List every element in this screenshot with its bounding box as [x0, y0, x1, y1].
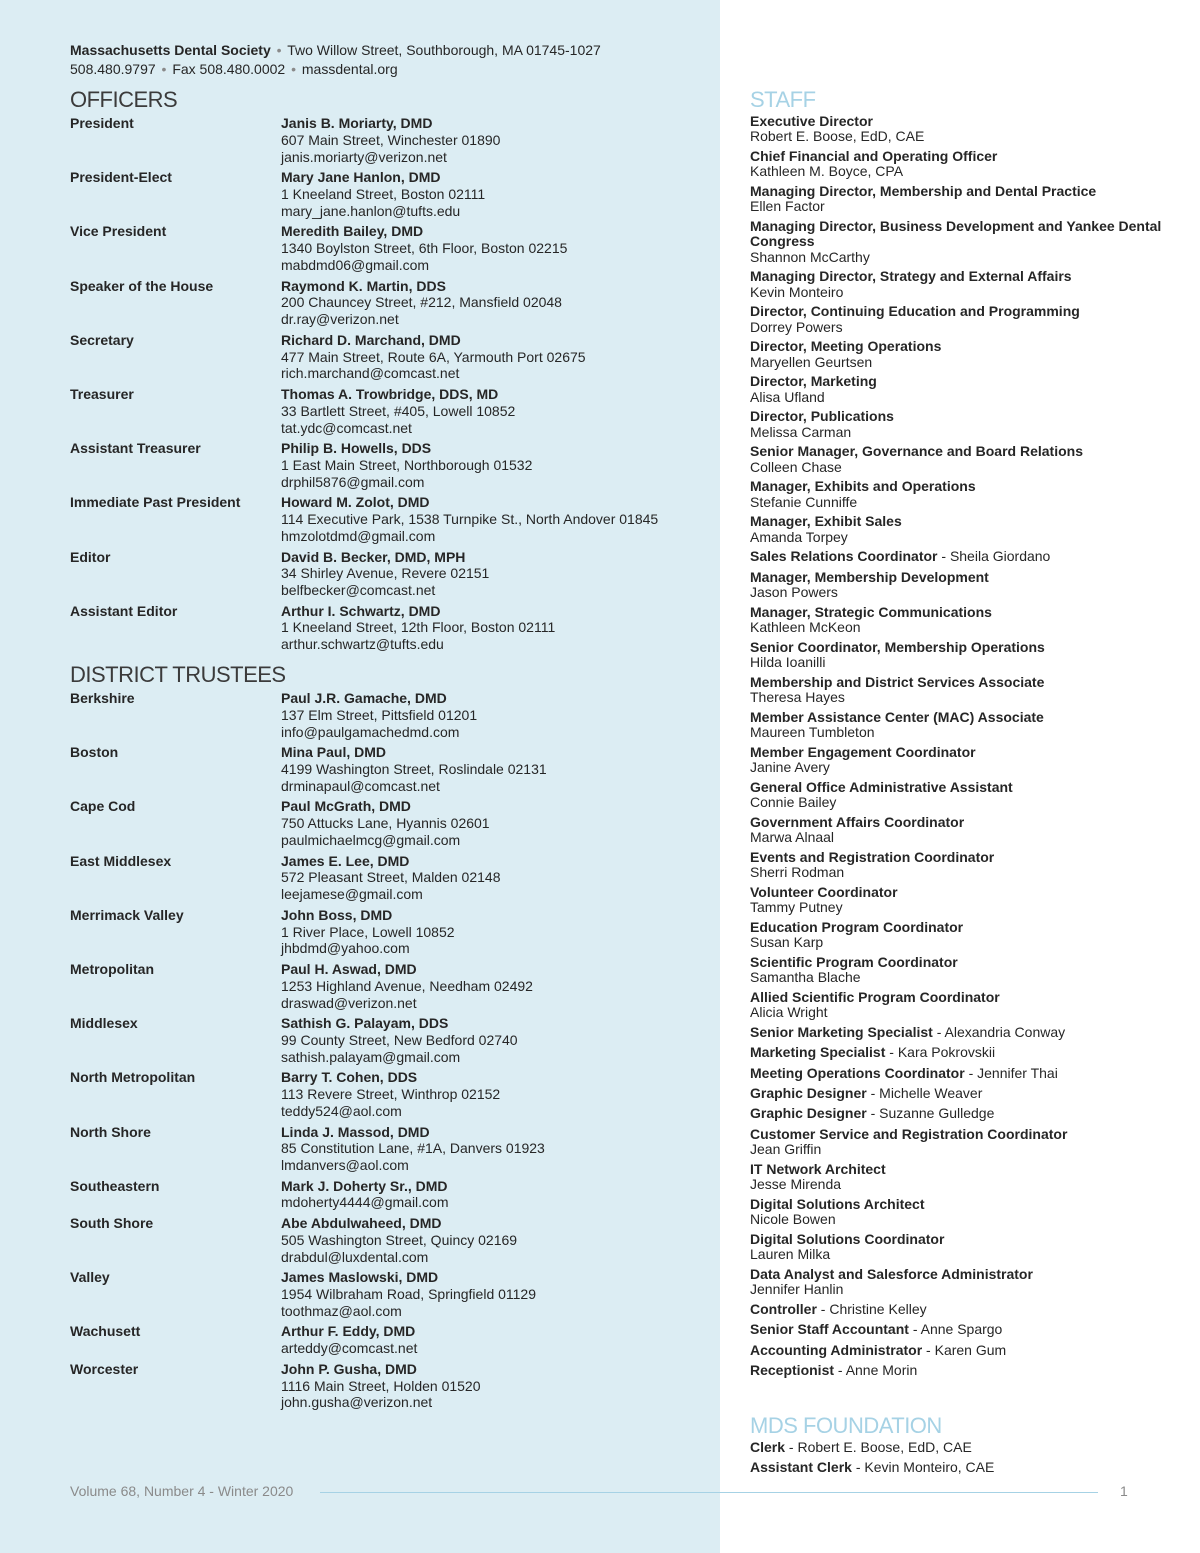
staff-person: Alexandria Conway [944, 1023, 1066, 1040]
staff-person: Jean Griffin [750, 1141, 822, 1158]
entry-role: Wachusett [70, 1323, 141, 1340]
staff-title: Manager, Exhibit Sales [750, 513, 902, 530]
staff-entry [750, 304, 1170, 335]
entry-email: drminapaul@comcast.net [281, 777, 440, 794]
directory-entry [70, 690, 710, 740]
directory-entry [70, 853, 710, 903]
entry-email: janis.moriarty@verizon.net [281, 148, 447, 165]
staff-entry: Graphic Designer - Michelle Weaver [750, 1085, 983, 1102]
entry-email: teddy524@aol.com [281, 1102, 402, 1119]
entry-name: Thomas A. Trowbridge, DDS, MD [281, 385, 499, 402]
staff-title: Director, Marketing [750, 373, 877, 390]
entry-name: Raymond K. Martin, DDS [281, 277, 446, 294]
staff-title: Sales Relations Coordinator [750, 548, 938, 565]
entry-name: Sathish G. Palayam, DDS [281, 1015, 449, 1032]
staff-entry [750, 219, 1170, 265]
entry-email: tat.ydc@comcast.net [281, 419, 412, 436]
staff-entry [750, 885, 1170, 916]
entry-name: Mark J. Doherty Sr., DMD [281, 1177, 448, 1194]
staff-entry [750, 710, 1170, 741]
staff-title: Member Engagement Coordinator [750, 743, 976, 760]
staff-entry: Meeting Operations Coordinator - Jennifer Thai [750, 1064, 1058, 1081]
staff-title: Education Program Coordinator [750, 918, 964, 935]
directory-entry [70, 907, 710, 957]
staff-entry: Senior Marketing Specialist - Alexandria Conway [750, 1023, 1066, 1040]
masthead-line-1 [70, 41, 710, 60]
staff-person: Stefanie Cunniffe [750, 493, 858, 510]
staff-entry: Receptionist - Anne Morin [750, 1362, 918, 1379]
entry-name: Paul H. Aswad, DMD [281, 960, 417, 977]
staff-person: Tammy Putney [750, 899, 843, 916]
entry-role: Middlesex [70, 1015, 138, 1032]
entry-info [281, 278, 710, 328]
staff-title: Senior Marketing Specialist [750, 1023, 933, 1040]
staff-person: Sherri Rodman [750, 864, 845, 881]
staff-person: Robert E. Boose, EdD, CAE [797, 1439, 972, 1455]
staff-title: Manager, Exhibits and Operations [750, 478, 976, 495]
org-name: Massachusetts Dental Society [70, 42, 271, 58]
org-phone: 508.480.9797 [70, 61, 156, 77]
page-number: 1 [1120, 1483, 1128, 1499]
entry-address: 1253 Highland Avenue, Needham 02492 [281, 977, 533, 994]
staff-title: Data Analyst and Salesforce Administrator [750, 1265, 1033, 1282]
staff-title: Clerk [750, 1439, 786, 1455]
staff-title: Graphic Designer [750, 1105, 867, 1122]
entry-info [281, 1069, 710, 1119]
entry-address: 200 Chauncey Street, #212, Mansfield 02048 [281, 294, 562, 311]
separator-dot: • [161, 61, 167, 77]
staff-title: Director, Continuing Education and Programming [750, 303, 1080, 320]
directory-entry [70, 1215, 710, 1265]
entry-email: drabdul@luxdental.com [281, 1248, 429, 1265]
staff-title: Meeting Operations Coordinator [750, 1064, 965, 1081]
staff-person: Karen Gum [934, 1341, 1007, 1358]
staff-person: Amanda Torpey [750, 528, 848, 545]
staff-entry [750, 780, 1170, 811]
staff-entry [750, 920, 1170, 951]
entry-role: Immediate Past President [70, 494, 241, 511]
officers-list [70, 115, 710, 657]
directory-entry [70, 1015, 710, 1065]
entry-role: South Shore [70, 1215, 154, 1232]
staff-person: Nicole Bowen [750, 1211, 836, 1228]
entry-info [281, 440, 710, 490]
entry-role: Valley [70, 1269, 110, 1286]
entry-address: 1 Kneeland Street, Boston 02111 [281, 185, 486, 202]
entry-address: 750 Attucks Lane, Hyannis 02601 [281, 815, 490, 832]
staff-entry [750, 184, 1170, 215]
entry-address: 1 River Place, Lowell 10852 [281, 923, 455, 940]
staff-title: Government Affairs Coordinator [750, 813, 965, 830]
entry-info [281, 907, 710, 957]
staff-title: Manager, Strategic Communications [750, 603, 992, 620]
entry-address: 505 Washington Street, Quincy 02169 [281, 1231, 518, 1248]
entry-email: hmzolotdmd@gmail.com [281, 527, 436, 544]
directory-entry [70, 332, 710, 382]
entry-info [281, 603, 710, 653]
staff-title: Digital Solutions Coordinator [750, 1230, 945, 1247]
entry-role: Assistant Editor [70, 602, 178, 619]
entry-role: Berkshire [70, 690, 135, 706]
entry-role: Merrimack Valley [70, 906, 184, 923]
entry-email: jhbdmd@yahoo.com [281, 940, 410, 957]
masthead-line-2 [70, 60, 710, 79]
foundation-list [750, 1440, 1170, 1481]
entry-info [281, 386, 710, 436]
entry-name: John Boss, DMD [281, 906, 393, 923]
entry-role: North Shore [70, 1123, 151, 1140]
directory-entry [70, 549, 710, 599]
entry-name: James Maslowski, DMD [281, 1269, 439, 1286]
staff-person: Michelle Weaver [879, 1085, 983, 1102]
entry-role: Boston [70, 744, 119, 761]
directory-entry [70, 278, 710, 328]
staff-title: Scientific Program Coordinator [750, 953, 958, 970]
staff-title: General Office Administrative Assistant [750, 778, 1013, 795]
entry-role: Assistant Treasurer [70, 440, 201, 457]
entry-role: Treasurer [70, 385, 134, 402]
entry-address: 572 Pleasant Street, Malden 02148 [281, 869, 501, 886]
staff-entry [750, 1127, 1170, 1158]
entry-name: Mina Paul, DMD [281, 744, 387, 761]
entry-name: Arthur F. Eddy, DMD [281, 1323, 416, 1340]
staff-entry: Controller - Christine Kelley [750, 1300, 927, 1317]
entry-role: Editor [70, 548, 111, 565]
staff-person: Anne Spargo [920, 1321, 1003, 1338]
staff-person: Sheila Giordano [949, 548, 1051, 565]
staff-entry: Graphic Designer - Suzanne Gulledge [750, 1105, 995, 1122]
footer-divider [320, 1492, 1098, 1493]
staff-entry [750, 640, 1170, 671]
trustees-list [70, 690, 710, 1415]
staff-title: Events and Registration Coordinator [750, 848, 995, 865]
entry-name: Linda J. Massod, DMD [281, 1123, 430, 1140]
directory-entry [70, 961, 710, 1011]
directory-entry [70, 1269, 710, 1319]
directory-entry [70, 440, 710, 490]
directory-entry [70, 1124, 710, 1174]
staff-person: Dorrey Powers [750, 318, 843, 335]
staff-person: Ellen Factor [750, 198, 825, 215]
entry-name: Paul J.R. Gamache, DMD [281, 690, 447, 706]
org-website: massdental.org [301, 61, 398, 77]
entry-address: 1 East Main Street, Northborough 01532 [281, 456, 533, 473]
staff-person: Kathleen M. Boyce, CPA [750, 163, 904, 180]
staff-entry [750, 850, 1170, 881]
issue-volume: Volume 68, Number 4 - Winter 2020 [70, 1483, 294, 1499]
entry-role: Cape Cod [70, 798, 136, 815]
staff-entry: Senior Staff Accountant - Anne Spargo [750, 1321, 1003, 1338]
entry-address: 1116 Main Street, Holden 01520 [281, 1377, 481, 1394]
entry-name: Barry T. Cohen, DDS [281, 1069, 418, 1086]
staff-person: Shannon McCarthy [750, 248, 870, 265]
directory-entry [70, 223, 710, 273]
entry-name: Abe Abdulwaheed, DMD [281, 1215, 442, 1232]
staff-entry [750, 514, 1170, 545]
officers-heading: OFFICERS [70, 87, 178, 112]
staff-person: Hilda Ioanilli [750, 654, 826, 671]
entry-info [281, 332, 710, 382]
trustees-heading: DISTRICT TRUSTEES [70, 662, 286, 687]
entry-info [281, 1323, 710, 1357]
staff-title: Graphic Designer [750, 1085, 867, 1102]
staff-title: Senior Staff Accountant [750, 1321, 909, 1338]
staff-entry [750, 149, 1170, 180]
entry-email: drphil5876@gmail.com [281, 473, 425, 490]
staff-title: Director, Meeting Operations [750, 338, 942, 355]
entry-role: Speaker of the House [70, 277, 214, 294]
entry-info [281, 549, 710, 599]
entry-address: 1954 Wilbraham Road, Springfield 01129 [281, 1286, 537, 1303]
entry-role: President [70, 115, 134, 131]
staff-entry [750, 1197, 1170, 1228]
staff-entry [750, 1232, 1170, 1263]
directory-entry [70, 1323, 710, 1357]
staff-person: Kevin Monteiro, CAE [864, 1459, 995, 1476]
staff-title: Assistant Clerk [750, 1459, 852, 1476]
directory-entry [70, 798, 710, 848]
entry-name: James E. Lee, DMD [281, 852, 410, 869]
staff-title: Digital Solutions Architect [750, 1195, 925, 1212]
entry-address: 137 Elm Street, Pittsfield 01201 [281, 706, 478, 723]
staff-entry [750, 570, 1170, 601]
staff-person: Jason Powers [750, 584, 838, 601]
entry-name: Paul McGrath, DMD [281, 798, 411, 815]
entry-info [281, 853, 710, 903]
directory-entry [70, 169, 710, 219]
entry-name: Meredith Bailey, DMD [281, 223, 424, 240]
directory-entry [70, 1361, 710, 1411]
staff-entry [750, 815, 1170, 846]
entry-email: paulmichaelmcg@gmail.com [281, 831, 461, 848]
entry-email: mary_jane.hanlon@tufts.edu [281, 202, 461, 219]
staff-title: Director, Publications [750, 408, 894, 425]
staff-heading: STAFF [750, 87, 816, 112]
staff-title: Member Assistance Center (MAC) Associate [750, 708, 1044, 725]
staff-entry [750, 675, 1170, 706]
entry-email: draswad@verizon.net [281, 994, 417, 1011]
staff-title: Marketing Specialist [750, 1044, 886, 1061]
entry-info [281, 223, 710, 273]
staff-person: Kevin Monteiro [750, 283, 844, 300]
staff-person: Lauren Milka [750, 1246, 831, 1263]
entry-info [281, 1361, 710, 1411]
staff-title: Membership and District Services Associate [750, 673, 1045, 690]
staff-title: Managing Director, Business Development and Yankee Dental Congress [750, 218, 1162, 250]
org-fax: Fax 508.480.0002 [172, 61, 286, 77]
staff-person: Jennifer Hanlin [750, 1281, 844, 1298]
staff-title: Managing Director, Membership and Dental Practice [750, 183, 1097, 199]
staff-title: Customer Service and Registration Coordinator [750, 1125, 1068, 1142]
org-address: Two Willow Street, Southborough, MA 01745-1027 [287, 42, 601, 58]
entry-role: Worcester [70, 1360, 139, 1377]
staff-title: Senior Coordinator, Membership Operations [750, 638, 1045, 655]
staff-person: Janine Avery [750, 759, 830, 776]
entry-name: Howard M. Zolot, DMD [281, 494, 430, 511]
staff-person: Maryellen Geurtsen [750, 353, 873, 370]
entry-info [281, 961, 710, 1011]
staff-person: Colleen Chase [750, 458, 842, 475]
entry-address: 607 Main Street, Winchester 01890 [281, 131, 501, 148]
entry-email: toothmaz@aol.com [281, 1302, 402, 1319]
staff-person: Samantha Blache [750, 969, 861, 986]
separator-dot: • [291, 61, 296, 77]
entry-info [281, 798, 710, 848]
staff-entry [750, 955, 1170, 986]
entry-email: lmdanvers@aol.com [281, 1157, 409, 1174]
entry-name: Arthur I. Schwartz, DMD [281, 602, 441, 619]
entry-email: leejamese@gmail.com [281, 886, 423, 903]
separator-dot: • [276, 42, 282, 58]
directory-entry [70, 603, 710, 653]
entry-email: info@paulgamachedmd.com [281, 723, 460, 740]
entry-address: 4199 Washington Street, Roslindale 02131 [281, 760, 547, 777]
entry-address: 113 Revere Street, Winthrop 02152 [281, 1086, 501, 1103]
entry-info [281, 1124, 710, 1174]
entry-email: mabdmd06@gmail.com [281, 256, 430, 273]
entry-email: rich.marchand@comcast.net [281, 365, 460, 382]
entry-info [281, 169, 710, 219]
staff-person: Melissa Carman [750, 423, 852, 440]
staff-entry [750, 409, 1170, 440]
entry-address: 1 Kneeland Street, 12th Floor, Boston 02111 [281, 619, 556, 636]
entry-name: Janis B. Moriarty, DMD [281, 115, 433, 131]
staff-entry [750, 269, 1170, 300]
masthead [70, 41, 710, 79]
directory-entry [70, 1178, 710, 1212]
staff-person: Anne Morin [845, 1362, 918, 1379]
staff-person: Kathleen McKeon [750, 619, 861, 636]
staff-person: Alisa Ufland [750, 388, 825, 405]
entry-info [281, 744, 710, 794]
entry-address: 477 Main Street, Route 6A, Yarmouth Port 02675 [281, 348, 586, 365]
entry-info [281, 494, 710, 544]
staff-title: Executive Director [750, 113, 873, 129]
staff-person: Maureen Tumbleton [750, 724, 875, 741]
staff-entry [750, 114, 1170, 145]
staff-title: Senior Manager, Governance and Board Relations [750, 443, 1083, 460]
staff-title: IT Network Architect [750, 1160, 886, 1177]
staff-entry [750, 374, 1170, 405]
staff-person: Susan Karp [750, 934, 824, 951]
staff-entry: Assistant Clerk - Kevin Monteiro, CAE [750, 1459, 995, 1476]
staff-title: Managing Director, Strategy and External Affairs [750, 268, 1072, 285]
entry-info [281, 1269, 710, 1319]
entry-email: belfbecker@comcast.net [281, 582, 436, 599]
staff-person: Suzanne Gulledge [879, 1105, 995, 1122]
entry-role: Southeastern [70, 1177, 160, 1194]
entry-info [281, 690, 710, 740]
entry-address: 33 Bartlett Street, #405, Lowell 10852 [281, 402, 516, 419]
staff-title: Chief Financial and Operating Officer [750, 148, 998, 164]
directory-entry [70, 744, 710, 794]
staff-entry [750, 1267, 1170, 1298]
entry-address: 34 Shirley Avenue, Revere 02151 [281, 565, 490, 582]
entry-info [281, 1178, 710, 1212]
entry-address: 114 Executive Park, 1538 Turnpike St., North Andover 01845 [281, 511, 659, 528]
staff-entry [750, 990, 1170, 1021]
entry-role: President-Elect [70, 169, 172, 186]
entry-email: john.gusha@verizon.net [281, 1394, 433, 1411]
entry-role: Vice President [70, 223, 167, 240]
entry-email: arthur.schwartz@tufts.edu [281, 636, 444, 653]
staff-person: Jennifer Thai [977, 1064, 1058, 1081]
directory-entry [70, 386, 710, 436]
directory-entry [70, 1069, 710, 1119]
staff-person: Alicia Wright [750, 1004, 828, 1021]
staff-person: Christine Kelley [829, 1300, 927, 1317]
entry-info [281, 115, 710, 165]
entry-email: mdoherty4444@gmail.com [281, 1194, 449, 1211]
staff-person: Theresa Hayes [750, 689, 845, 706]
staff-entry [750, 339, 1170, 370]
entry-info [281, 1015, 710, 1065]
entry-address: 1340 Boylston Street, 6th Floor, Boston 02215 [281, 240, 568, 257]
staff-entry [750, 444, 1170, 475]
staff-person: Kara Pokrovskii [897, 1044, 996, 1061]
staff-entry [750, 1162, 1170, 1193]
entry-name: Philip B. Howells, DDS [281, 440, 432, 457]
staff-entry [750, 479, 1170, 510]
entry-name: Mary Jane Hanlon, DMD [281, 169, 441, 186]
staff-entry: Sales Relations Coordinator - Sheila Giordano [750, 548, 1051, 565]
entry-address: 85 Constitution Lane, #1A, Danvers 01923 [281, 1140, 545, 1157]
entry-role: Secretary [70, 331, 134, 348]
entry-address: 99 County Street, New Bedford 02740 [281, 1031, 518, 1048]
directory-entry [70, 494, 710, 544]
directory-entry [70, 115, 710, 165]
staff-list [750, 114, 1170, 1383]
entry-name: David B. Becker, DMD, MPH [281, 548, 466, 565]
entry-email: dr.ray@verizon.net [281, 311, 399, 328]
staff-title: Controller [750, 1300, 817, 1317]
foundation-heading: MDS FOUNDATION [750, 1413, 942, 1438]
staff-title: Allied Scientific Program Coordinator [750, 988, 1000, 1005]
staff-person: Marwa Alnaal [750, 829, 835, 846]
staff-entry [750, 605, 1170, 636]
entry-name: Richard D. Marchand, DMD [281, 331, 461, 348]
entry-name: John P. Gusha, DMD [281, 1360, 417, 1377]
staff-person: Robert E. Boose, EdD, CAE [750, 128, 925, 145]
staff-title: Receptionist [750, 1362, 835, 1379]
staff-title: Accounting Administrator [750, 1341, 923, 1358]
entry-email: arteddy@comcast.net [281, 1340, 418, 1357]
staff-person: Jesse Mirenda [750, 1176, 842, 1193]
entry-email: sathish.palayam@gmail.com [281, 1048, 461, 1065]
staff-entry: Accounting Administrator - Karen Gum [750, 1341, 1007, 1358]
staff-entry: Marketing Specialist - Kara Pokrovskii [750, 1044, 996, 1061]
entry-role: Metropolitan [70, 960, 154, 977]
staff-entry [750, 745, 1170, 776]
staff-person: Connie Bailey [750, 794, 837, 811]
staff-entry: Clerk - Robert E. Boose, EdD, CAE [750, 1439, 972, 1455]
staff-title: Manager, Membership Development [750, 568, 989, 585]
entry-role: North Metropolitan [70, 1069, 196, 1086]
staff-title: Volunteer Coordinator [750, 883, 898, 900]
entry-info [281, 1215, 710, 1265]
entry-role: East Middlesex [70, 852, 172, 869]
